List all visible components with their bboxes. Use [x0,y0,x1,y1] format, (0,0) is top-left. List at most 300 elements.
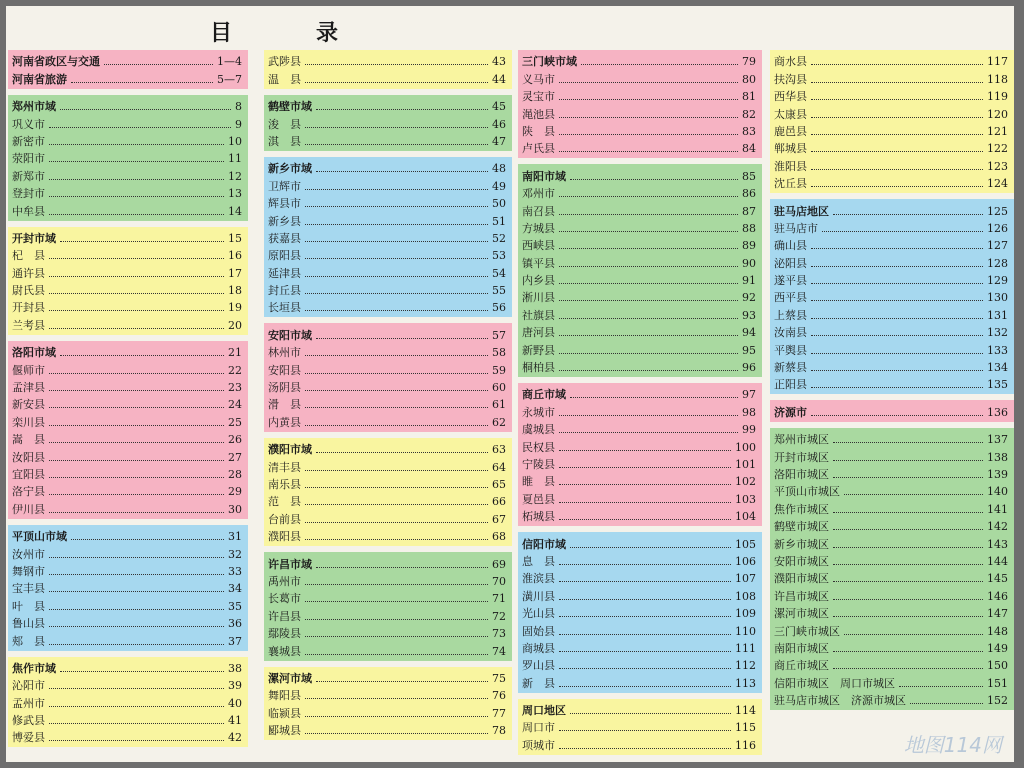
toc-entry[interactable] [268,325,506,342]
toc-entry[interactable] [268,281,506,298]
entry-name: 柘城县 [522,510,555,524]
toc-entry[interactable] [774,691,1008,708]
entry-page: 145 [987,572,1008,586]
toc-entry[interactable] [12,69,242,86]
dot-leader [305,584,488,585]
toc-entry[interactable] [12,465,242,482]
toc-entry[interactable] [522,735,756,752]
entry-name: 荥阳市 [12,152,45,166]
entry-name: 杞 县 [12,249,45,263]
dot-leader [49,460,224,461]
toc-entry[interactable] [268,298,506,315]
entry-page: 30 [228,502,242,516]
toc-entry[interactable] [522,472,756,489]
toc-entry[interactable] [774,139,1008,156]
toc-entry[interactable] [12,447,242,464]
dot-leader [60,109,231,110]
toc-entry[interactable] [774,253,1008,270]
toc-entry[interactable] [12,52,242,69]
dot-leader [316,567,488,568]
dot-leader [559,370,738,371]
toc-entry[interactable] [268,360,506,377]
toc-entry[interactable] [268,263,506,280]
toc-entry[interactable] [522,604,756,621]
entry-page: 146 [987,589,1008,603]
dot-leader [49,425,224,426]
toc-entry[interactable] [522,122,756,139]
toc-entry[interactable] [268,686,506,703]
dot-leader [305,504,488,505]
toc-entry[interactable] [268,440,506,457]
toc-entry[interactable] [522,701,756,718]
toc-entry[interactable] [12,614,242,631]
dot-leader [49,144,224,145]
entry-page: 77 [492,706,506,720]
toc-entry[interactable] [774,534,1008,551]
entry-name: 洛阳市域 [12,346,56,360]
toc-entry[interactable] [522,236,756,253]
dot-leader [570,713,731,714]
toc-entry[interactable] [774,482,1008,499]
toc-entry[interactable] [522,534,756,551]
entry-page: 89 [742,239,756,253]
toc-entry[interactable] [268,194,506,211]
entry-page: 80 [742,72,756,86]
toc-entry[interactable] [12,676,242,693]
toc-entry[interactable] [12,378,242,395]
dot-leader [305,276,488,277]
entry-name: 汤阴县 [268,381,301,395]
toc-entry[interactable] [268,669,506,686]
entry-page: 109 [735,607,756,621]
toc-entry[interactable] [268,229,506,246]
toc-entry[interactable] [12,412,242,429]
entry-name: 固始县 [522,624,555,638]
dot-leader [305,425,488,426]
entry-page: 38 [228,661,242,675]
dot-leader [811,415,983,416]
entry-name: 新蔡县 [774,361,807,375]
toc-entry[interactable] [774,552,1008,569]
dot-leader [899,686,983,687]
entry-page: 69 [492,557,506,571]
toc-entry[interactable] [12,499,242,516]
toc-entry[interactable] [522,358,756,375]
toc-entry[interactable] [12,343,242,360]
toc-entry[interactable] [522,305,756,322]
entry-name: 漯河市城区 [774,607,829,621]
toc-entry[interactable] [268,721,506,738]
toc-entry[interactable] [268,554,506,571]
entry-page: 139 [987,467,1008,481]
toc-entry[interactable] [522,201,756,218]
toc-entry[interactable] [774,402,1008,419]
toc-entry[interactable] [774,586,1008,603]
toc-entry[interactable] [12,281,242,298]
dot-leader [49,494,224,495]
dot-leader [559,99,738,100]
toc-entry[interactable] [774,323,1008,340]
dot-leader [811,353,983,354]
toc-entry[interactable] [12,263,242,280]
dot-leader [60,355,224,356]
entry-page: 67 [492,512,506,526]
entry-name: 方城县 [522,221,555,235]
toc-entry[interactable] [522,507,756,524]
toc-entry[interactable] [774,156,1008,173]
entry-page: 121 [987,124,1008,138]
toc-entry[interactable] [12,298,242,315]
entry-page: 13 [228,187,242,201]
entry-name: 新乡县 [268,214,301,228]
toc-entry[interactable] [522,69,756,86]
dot-leader [305,206,488,207]
dot-leader [49,442,224,443]
entry-name: 睢 县 [522,475,555,489]
toc-entry[interactable] [522,673,756,690]
toc-section [518,699,762,755]
toc-entry[interactable] [268,176,506,193]
entry-name: 宁陵县 [522,457,555,471]
toc-entry[interactable] [268,52,506,69]
toc-entry[interactable] [268,97,506,114]
toc-entry[interactable] [12,97,242,114]
entry-page: 93 [742,308,756,322]
entry-name: 驻马店市城区 济源市城区 [774,694,906,708]
entry-name: 兰考县 [12,318,45,332]
toc-entry[interactable] [522,52,756,69]
toc-entry[interactable] [774,517,1008,534]
entry-name: 武陟县 [268,55,301,69]
toc-entry[interactable] [774,271,1008,288]
entry-page: 41 [228,714,242,728]
toc-entry[interactable] [522,718,756,735]
toc-entry[interactable] [268,641,506,658]
toc-entry[interactable] [268,378,506,395]
toc-entry[interactable] [12,659,242,676]
entry-page: 102 [735,475,756,489]
dot-leader [305,390,488,391]
toc-entry[interactable] [774,447,1008,464]
toc-entry[interactable] [12,315,242,332]
toc-section [770,428,1014,710]
toc-entry[interactable] [522,621,756,638]
dot-leader [71,539,224,540]
toc-entry[interactable] [268,69,506,86]
entry-name: 周口地区 [522,704,566,718]
entry-page: 44 [492,72,506,86]
entry-page: 47 [492,134,506,148]
toc-entry[interactable] [774,69,1008,86]
toc-entry[interactable] [522,271,756,288]
toc-entry[interactable] [774,219,1008,236]
entry-page: 107 [735,572,756,586]
toc-entry[interactable] [268,475,506,492]
toc-entry[interactable] [774,174,1008,191]
toc-entry[interactable] [12,246,242,263]
toc-entry[interactable] [12,544,242,561]
toc-entry[interactable] [774,122,1008,139]
entry-page: 85 [742,169,756,183]
entry-name: 潢川县 [522,589,555,603]
toc-entry[interactable] [268,527,506,544]
entry-name: 获嘉县 [268,231,301,245]
toc-entry[interactable] [12,201,242,218]
toc-entry[interactable] [268,606,506,623]
entry-name: 郸城县 [774,142,807,156]
dot-leader [49,390,224,391]
entry-page: 96 [742,361,756,375]
entry-page: 133 [987,343,1008,357]
entry-page: 68 [492,530,506,544]
dot-leader [305,539,488,540]
toc-entry[interactable] [12,360,242,377]
entry-page: 26 [228,433,242,447]
entry-name: 陕 县 [522,124,555,138]
entry-page: 54 [492,266,506,280]
entry-page: 143 [987,537,1008,551]
dot-leader [559,502,731,503]
toc-entry[interactable] [268,703,506,720]
toc-entry[interactable] [12,166,242,183]
entry-name: 孟津县 [12,381,45,395]
toc-entry[interactable] [522,253,756,270]
entry-page: 100 [735,440,756,454]
entry-page: 74 [492,644,506,658]
toc-section [8,227,248,335]
toc-entry[interactable] [268,509,506,526]
entry-page: 94 [742,326,756,340]
toc-entry[interactable] [268,412,506,429]
entry-page: 57 [492,328,506,342]
dot-leader [559,686,731,687]
entry-page: 34 [228,582,242,596]
entry-page: 14 [228,204,242,218]
toc-entry[interactable] [774,673,1008,690]
toc-entry[interactable] [522,104,756,121]
toc-entry[interactable] [774,604,1008,621]
toc-entry[interactable] [12,711,242,728]
entry-name: 永城市 [522,405,555,419]
toc-entry[interactable] [774,656,1008,673]
toc-entry[interactable] [522,489,756,506]
toc-entry[interactable] [522,184,756,201]
toc-entry[interactable] [774,430,1008,447]
dot-leader [811,248,983,249]
entry-name: 濮阳市域 [268,443,312,457]
entry-page: 101 [735,457,756,471]
toc-entry[interactable] [522,87,756,104]
entry-page: 88 [742,221,756,235]
toc-entry[interactable] [522,166,756,183]
toc-entry[interactable] [774,340,1008,357]
toc-section [8,657,248,748]
entry-name: 南阳市城区 [774,641,829,655]
entry-page: 150 [987,659,1008,673]
dot-leader [559,581,731,582]
toc-entry[interactable] [268,589,506,606]
toc-entry[interactable] [774,288,1008,305]
entry-page: 151 [987,676,1008,690]
toc-entry[interactable] [522,656,756,673]
toc-entry[interactable] [774,499,1008,516]
entry-page: 148 [987,624,1008,638]
entry-name: 义马市 [522,72,555,86]
entry-page: 51 [492,214,506,228]
dot-leader [49,644,224,645]
toc-entry[interactable] [522,455,756,472]
toc-entry[interactable] [268,132,506,149]
title-char-2: 录 [315,21,340,46]
entry-page: 62 [492,415,506,429]
entry-name: 郾城县 [268,724,301,738]
dot-leader [49,276,224,277]
dot-leader [49,161,224,162]
entry-page: 64 [492,460,506,474]
toc-entry[interactable] [774,375,1008,392]
page-title [210,16,340,47]
toc-entry[interactable] [522,552,756,569]
toc-entry[interactable] [774,639,1008,656]
toc-entry[interactable] [268,246,506,263]
toc-entry[interactable] [268,457,506,474]
toc-entry[interactable] [12,527,242,544]
toc-entry[interactable] [774,621,1008,638]
toc-entry[interactable] [12,430,242,447]
entry-page: 130 [987,291,1008,305]
entry-name: 南乐县 [268,477,301,491]
dot-leader [559,318,738,319]
entry-name: 西平县 [774,291,807,305]
dot-leader [49,477,224,478]
dot-leader [49,196,224,197]
dot-leader [60,241,224,242]
dot-leader [559,353,738,354]
toc-entry[interactable] [774,201,1008,218]
dot-leader [49,258,224,259]
toc-entry[interactable] [522,586,756,603]
toc-entry[interactable] [12,482,242,499]
toc-entry[interactable] [774,104,1008,121]
toc-entry[interactable] [522,139,756,156]
toc-entry[interactable] [522,569,756,586]
dot-leader [844,634,983,635]
entry-page: 81 [742,90,756,104]
toc-entry[interactable] [522,639,756,656]
toc-entry[interactable] [268,624,506,641]
entry-page: 45 [492,100,506,114]
toc-entry[interactable] [522,385,756,402]
entry-name: 开封县 [12,301,45,315]
entry-name: 长垣县 [268,301,301,315]
dot-leader [559,651,731,652]
dot-leader [305,619,488,620]
dot-leader [822,231,983,232]
entry-name: 林州市 [268,346,301,360]
toc-entry[interactable] [774,465,1008,482]
dot-leader [559,564,731,565]
toc-entry[interactable] [12,395,242,412]
toc-entry[interactable] [522,437,756,454]
entry-page: 66 [492,495,506,509]
entry-name: 宝丰县 [12,582,45,596]
toc-entry[interactable] [268,114,506,131]
entry-page: 120 [987,107,1008,121]
toc-column-4 [770,50,1014,716]
entry-page: 117 [987,55,1008,69]
dot-leader [305,636,488,637]
toc-entry[interactable] [12,579,242,596]
toc-entry[interactable] [774,236,1008,253]
toc-entry[interactable] [774,52,1008,69]
toc-entry[interactable] [268,395,506,412]
toc-entry[interactable] [774,305,1008,322]
entry-page: 29 [228,485,242,499]
entry-page: 53 [492,249,506,263]
dot-leader [559,151,738,152]
toc-entry[interactable] [774,358,1008,375]
entry-name: 许昌市城区 [774,589,829,603]
entry-name: 鲁山县 [12,617,45,631]
dot-leader [811,335,983,336]
toc-entry[interactable] [774,569,1008,586]
dot-leader [49,179,224,180]
toc-entry[interactable] [12,631,242,648]
toc-entry[interactable] [12,728,242,745]
toc-entry[interactable] [12,184,242,201]
entry-name: 清丰县 [268,460,301,474]
dot-leader [559,283,738,284]
entry-name: 襄城县 [268,644,301,658]
toc-entry[interactable] [268,492,506,509]
toc-entry[interactable] [522,219,756,236]
entry-name: 信阳市城区 周口市城区 [774,676,895,690]
toc-entry[interactable] [12,596,242,613]
toc-entry[interactable] [268,343,506,360]
toc-entry[interactable] [12,693,242,710]
toc-entry[interactable] [12,562,242,579]
toc-entry[interactable] [268,159,506,176]
dot-leader [559,484,731,485]
toc-entry[interactable] [268,211,506,228]
entry-page: 126 [987,221,1008,235]
toc-entry[interactable] [268,572,506,589]
dot-leader [305,654,488,655]
toc-entry[interactable] [522,323,756,340]
dot-leader [811,117,983,118]
toc-entry[interactable] [12,149,242,166]
toc-entry[interactable] [774,87,1008,104]
toc-entry[interactable] [522,288,756,305]
toc-entry[interactable] [522,340,756,357]
toc-entry[interactable] [12,132,242,149]
toc-entry[interactable] [522,402,756,419]
dot-leader [833,460,983,461]
dot-leader [49,688,224,689]
entry-name: 唐河县 [522,326,555,340]
dot-leader [570,397,738,398]
entry-page: 149 [987,641,1008,655]
toc-entry[interactable] [12,114,242,131]
dot-leader [305,82,488,83]
toc-entry[interactable] [12,229,242,246]
entry-name: 济源市 [774,405,807,419]
watermark: 地图114网 [903,733,1002,757]
toc-entry[interactable] [522,420,756,437]
toc-section [264,438,512,546]
entry-page: 35 [228,599,242,613]
entry-page: 22 [228,363,242,377]
